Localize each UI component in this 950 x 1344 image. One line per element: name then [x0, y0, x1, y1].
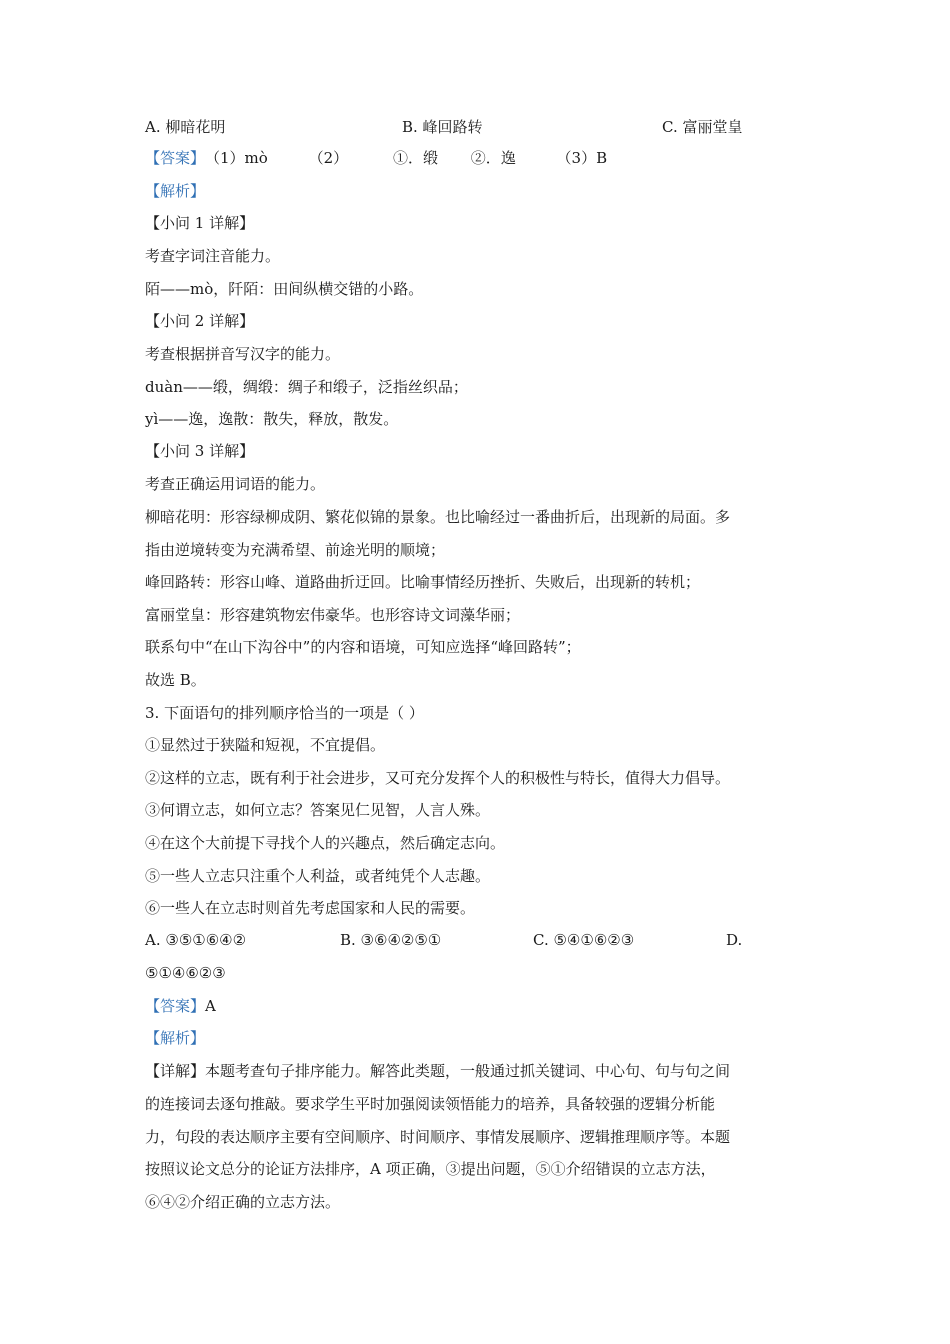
- q3-answer-label: 【答案】: [145, 997, 206, 1015]
- sub3-line-7: 故选 B。: [145, 671, 206, 689]
- sub1-line-2: 陌——mò，阡陌：田间纵横交错的小路。: [145, 280, 424, 298]
- answer-part-4: ②．逸: [470, 149, 516, 167]
- analysis-label: 【解析】: [145, 182, 206, 200]
- answer-part-2: （2）: [308, 149, 349, 167]
- sub3-line-2: 柳暗花明：形容绿柳成阴、繁花似锦的景象。也比喻经过一番曲折后，出现新的局面。多: [145, 508, 731, 526]
- q3-answer-value: A: [205, 997, 216, 1015]
- q3-sentence-4: ④在这个大前提下寻找个人的兴趣点，然后确定志向。: [145, 834, 506, 852]
- answer-part-5: （3）B: [556, 149, 608, 167]
- q3-detail-label: 【详解】: [145, 1062, 206, 1080]
- sub2-heading: 【小问 2 详解】: [145, 312, 255, 330]
- q2-option-a: A. 柳暗花明: [145, 118, 226, 136]
- q3-detail-line-2: 的连接词去逐句推敲。要求学生平时加强阅读领悟能力的培养，具备较强的逻辑分析能: [145, 1095, 716, 1113]
- answer-line: [145, 148, 850, 168]
- sub3-line-1: 考查正确运用词语的能力。: [145, 475, 326, 493]
- q3-detail-line-4: 按照议论文总分的论证方法排序，A 项正确，③提出问题，⑤①介绍错误的立志方法，: [145, 1160, 716, 1178]
- q3-option-b: B. ③⑥④②⑤①: [340, 931, 442, 949]
- q3-sentence-2: ②这样的立志，既有利于社会进步，又可充分发挥个人的积极性与特长，值得大力倡导。: [145, 769, 731, 787]
- q3-sentence-5: ⑤一些人立志只注重个人利益，或者纯凭个人志趣。: [145, 867, 491, 885]
- q3-option-d: D.: [726, 931, 743, 949]
- sub2-line-1: 考查根据拼音写汉字的能力。: [145, 345, 341, 363]
- answer-part-1: （1）mò: [205, 149, 268, 167]
- sub3-line-5: 富丽堂皇：形容建筑物宏伟豪华。也形容诗文词藻华丽；: [145, 606, 521, 624]
- sub1-line-1: 考查字词注音能力。: [145, 247, 281, 265]
- sub1-heading: 【小问 1 详解】: [145, 214, 255, 232]
- answer-part-3: ①．缎: [392, 149, 438, 167]
- q3-option-a: A. ③⑤①⑥④②: [145, 931, 247, 949]
- q3-detail-line-3: 力，句段的表达顺序主要有空间顺序、时间顺序、事情发展顺序、逻辑推理顺序等。本题: [145, 1128, 731, 1146]
- sub3-heading: 【小问 3 详解】: [145, 442, 255, 460]
- q3-option-c: C. ⑤④①⑥②③: [533, 931, 635, 949]
- q3-detail-line-1: [145, 1061, 850, 1081]
- q3-sentence-1: ①显然过于狭隘和短视，不宜提倡。: [145, 736, 386, 754]
- sub3-line-4: 峰回路转：形容山峰、道路曲折迂回。比喻事情经历挫折、失败后，出现新的转机；: [145, 573, 701, 591]
- q3-sentence-6: ⑥一些人在立志时则首先考虑国家和人民的需要。: [145, 899, 476, 917]
- q3-detail-text-1: 本题考查句子排序能力。解答此类题，一般通过抓关键词、中心句、句与句之间: [205, 1062, 731, 1080]
- q3-sentence-3: ③何谓立志，如何立志？答案见仁见智，人言人殊。: [145, 801, 491, 819]
- answer-label: 【答案】: [145, 149, 206, 167]
- q2-option-c: C. 富丽堂皇: [662, 118, 743, 136]
- sub3-line-3: 指由逆境转变为充满希望、前途光明的顺境；: [145, 541, 446, 559]
- q3-stem: 3. 下面语句的排列顺序恰当的一项是（ ）: [145, 704, 424, 722]
- q3-answer-line: [145, 996, 850, 1016]
- sub2-line-2: duàn——缎，绸缎：绸子和缎子，泛指丝织品；: [145, 378, 468, 396]
- sub2-line-3: yì——逸，逸散：散失，释放，散发。: [145, 410, 399, 428]
- q3-detail-line-5: ⑥④②介绍正确的立志方法。: [145, 1193, 341, 1211]
- sub3-line-6: 联系句中“在山下沟谷中”的内容和语境，可知应选择“峰回路转”；: [145, 638, 581, 656]
- q2-option-b: B. 峰回路转: [402, 118, 483, 136]
- q3-option-d-content: ⑤①④⑥②③: [145, 964, 226, 982]
- q3-analysis-label: 【解析】: [145, 1029, 206, 1047]
